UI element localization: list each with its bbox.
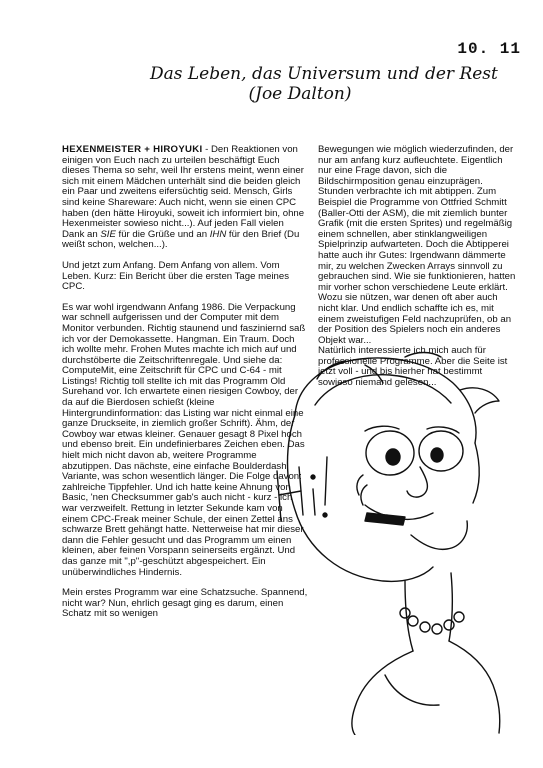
text-fragment: für die Grüße und an bbox=[115, 228, 210, 240]
text-fragment: - Den Reaktionen von einigen von Euch nach zu urteilen beschäftigt Euch dieses Thema so sehr, weil Ihr erstens meint, wenn einer sich mit einem Mädchen unterhält sind die beiden gleich ein Paar und zweitens eifersüchtig seid. Mensch, Girls sind keine Shareware: Auch nicht, wenn sie einen CPC haben (den hätte Hiroyuki, soweit ich informiert bin, ohne Hexenmeister sowieso nicht...). Auf jeden Fall vielen Dank an bbox=[62, 144, 305, 240]
emphasis-ihn: IHN bbox=[209, 228, 227, 240]
cartoon-illustration bbox=[255, 345, 525, 740]
text-fragment: für den Brief (Du weißt schon, welchen...). bbox=[62, 228, 300, 251]
cartoon-face-icon bbox=[255, 345, 525, 735]
author-line: (Joe Dalton) bbox=[248, 84, 352, 104]
lead-names: HEXENMEISTER + HIROYUKI bbox=[62, 144, 203, 155]
body-paragraph: Bewegungen wie möglich wiederzufinden, der nur am anfang kurz aufleuchtete. Eigentlich nur eine Frage davon, sich die Bildschirmposition genau einzuprägen. Stunden verbrachte ich mit abtippen. Zum Beispiel die Programme von Ottfried Schmitt (Baller-Otti der ASM), die mit ziemlich bunter Grafik (mit die ersten Sprites) und regelmäßig einem schnellen, aber stinklangweiligen Spielprinzip aufwarteten. Doch die Abtipperei hatte auch ihr Gutes: Irgendwann dämmerte mir, zu welchen Zwecken Arrays sinnvoll zu gebrauchen sind. Wie sie funktionieren, hatten mir vorher schon verschiedene Leute erklärt. Wozu sie nützen, war denen oft aber auch nicht klar. Und endlich schaffte ich es, mit einem zweistufigen Feld nachzuprüfen, ob an der Position des Spielers noch ein anderes Objekt war... bbox=[318, 144, 516, 346]
intro-paragraph bbox=[62, 145, 308, 251]
body-paragraph: Natürlich interessierte ich mich auch für professionelle Programme. Aber die Seite ist jetzt voll - und bis hierher hat bestimmt sowieso niemand gelesen... bbox=[318, 345, 508, 389]
title-line: Das Leben, das Universum und der Rest bbox=[150, 64, 498, 84]
body-paragraph: Es war wohl irgendwann Anfang 1986. Die Verpackung war schnell aufgerissen und der Computer mit dem Monitor verbunden. Richtig staunend und fasziniernd saß ich vor der Demokassette. Hangman. Ein Traum. Doch ich wollte mehr. Frohen Mutes machte ich mich auf und durchstöberte die Zeitschriftenregale. Und siehe da: ComputeMit, eine Zeitschrift für CPC und C-64 - mit Listings! Richtig toll stellte ich mit das Programm Old Surehand vor. Ich erwartete einen riesigen Cowboy, der da auf die Bierdosen schießt (kleine Hintergrundinformation: das Listing war nicht einmal eine ganze Druckseite, in ziemlich großer Schrift). Ähm, der Cowboy war etwas kleiner. Genauer gesagt 8 Pixel hoch und ebenso breit. Ein undefinierbares Zeichen eben. Das hielt mich nicht davon ab, weitere Programme abzutippen. Das nächste, eine einfache Boulderdash Variante, was schon wesentlich länger. Die Folge davon: zahlreiche Tippfehler. Und ich hatte keine Ahnung von Basic, 'nen Checksummer gab's auch nicht - kurz - ich war verzweifelt. Rettung in letzter Sekunde kam von einem CPC-Freak meiner Schule, der einen Zettel ans schwarze Brett gehängt hatte. Netterweise hat mir dieser dann die Fehler gesucht und das Programm um einen kleinen, aber feinen Vorspann seinerseits ergänzt. Und das ganze mit ",p"-geschützt abgespeichert. Ein unüberwindliches Hindernis. bbox=[62, 301, 306, 578]
body-paragraph: Mein erstes Programm war eine Schatzsuche. Spannend, nicht war? Nun, ehrlich gesagt ging es darum, einen Schatz mit so wenigen bbox=[62, 587, 308, 620]
page-number: 10. 11 bbox=[457, 40, 521, 58]
article-title bbox=[150, 64, 498, 104]
emphasis-sie: SIE bbox=[100, 228, 116, 240]
body-paragraph: Und jetzt zum Anfang. Dem Anfang von allem. Vom Leben. Kurz: Ein Bericht über die ersten Tage meines CPC. bbox=[62, 259, 290, 293]
